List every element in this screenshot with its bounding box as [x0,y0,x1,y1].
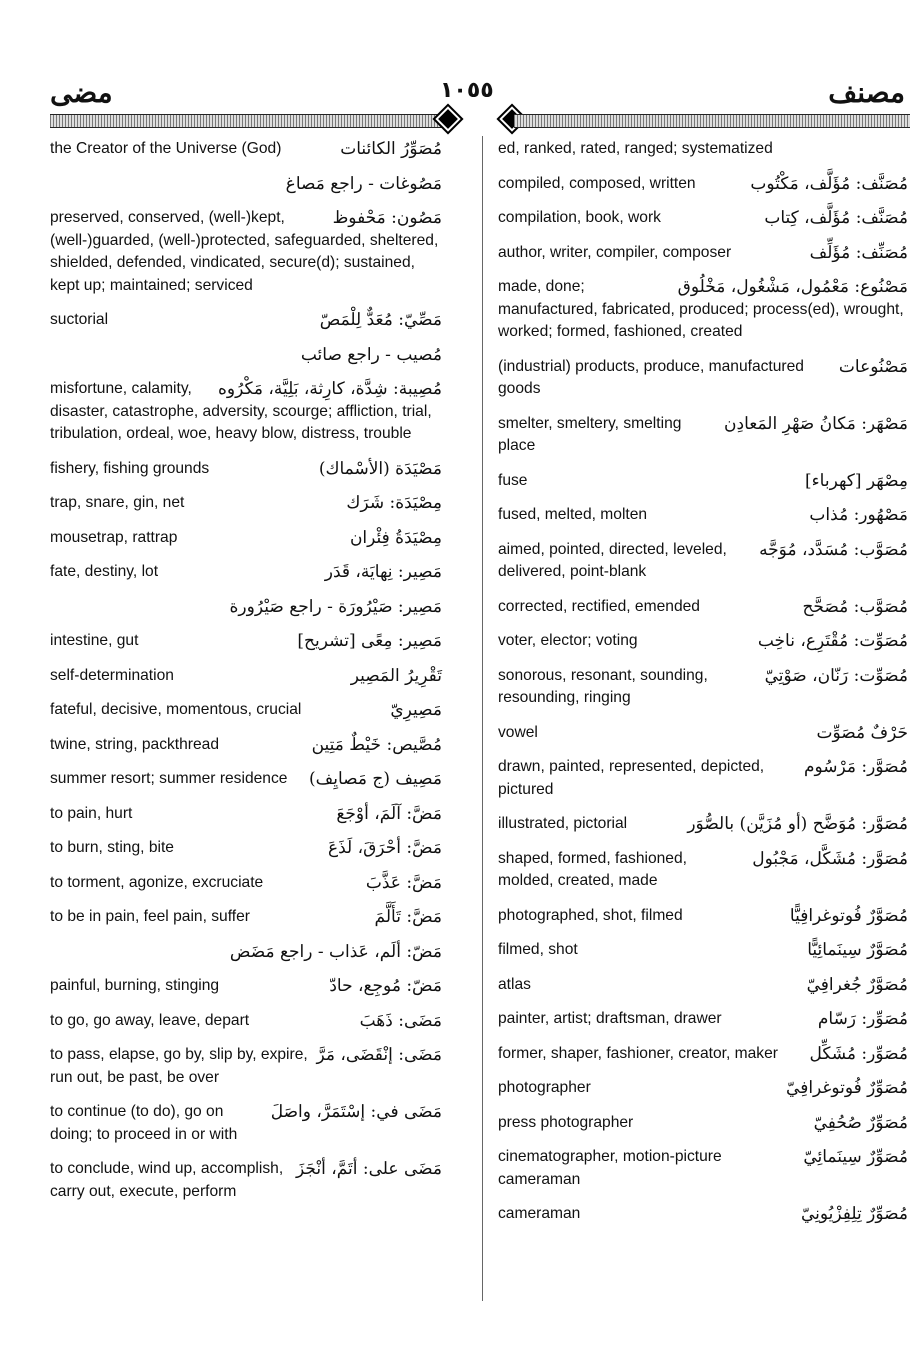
arabic-headword: مَضَى في: إسْتَمَرَّ، واصَلَ [270,1102,442,1122]
arabic-headword: مُصَّيص: خَيْطٌ مَتِين [311,734,442,755]
arabic-headword: مَصْنُوعات [838,356,908,377]
english-definition: vowel [498,723,538,741]
dictionary-entry [50,1158,442,1203]
english-definition: preserved, conserved, (well-)kept, (well-)guarded, (well-)protected, safeguarded, sheltered, shielded, defended, vindicated, secure(d); sustained, kept up; maintained; serviced [50,209,439,294]
arabic-headword: مَضَى على: أتَمَّ، أنْجَزَ [296,1159,442,1179]
dictionary-entry [498,413,908,458]
arabic-headword: حَرْفٌ مُصَوِّت [816,722,908,743]
arabic-headword: مُصَوَّب: مُصَحَّح [802,596,908,617]
dictionary-entry [50,527,442,550]
english-definition: cameraman [498,1205,581,1222]
english-definition: to pass, elapse, go by, slip by, expire, run out, be past, be over [50,1046,308,1086]
arabic-headword: مِصْيَدَة: شَرَك [346,493,442,513]
arabic-headword: مُصَوِّر: رَسّام [817,1009,908,1029]
english-definition: the Creator of the Universe (God) [50,140,282,157]
english-definition: to be in pain, feel pain, suffer [50,908,250,925]
arabic-headword: مَصْهَر: مَكانُ صَهْرِ المَعادِن [724,413,908,434]
arabic-headword: مَصِير: صَيْرُورَة - راجع صَيْرُورة [229,596,442,617]
dictionary-entry [498,630,908,653]
english-definition: misfortune, calamity, disaster, catastrophe, adversity, scourge; affliction, trial, tribulation, ordeal, woe, heavy blow, distress, trouble [50,380,432,442]
arabic-headword: مَصِيف (ج مَصايِف) [309,769,442,789]
arabic-headword: مَصْهُور: مُذاب [809,505,908,525]
dictionary-entry [50,1044,442,1089]
arabic-headword: مُصَوَّرٌ فُوتوغرافِيًّا [789,905,908,926]
english-definition: fateful, decisive, momentous, crucial [50,701,302,718]
english-definition: ed, ranked, rated, ranged; systematized [498,140,773,157]
right-column [498,138,908,1238]
arabic-headword: تَقْرِيرُ المَصِير [350,665,442,686]
dictionary-entry [498,722,908,745]
dictionary-entry [50,630,442,653]
dictionary-entry [498,1077,908,1100]
arabic-headword: مُصيب - راجع صائب [300,344,442,365]
dictionary-entry [50,837,442,860]
arabic-headword: مُصَنَّف: مُؤَلَّف، كِتاب [764,208,908,228]
dictionary-entry [50,906,442,929]
arabic-headword: مَصْنُوع: مَعْمُول، مَشْغُول، مَخْلُوق [677,277,908,297]
english-definition: mousetrap, rattrap [50,528,178,546]
arabic-headword: مُصَوِّرُ الكائنات [340,139,442,159]
arabic-headword: مُصَوَّرٌ سِينَمائِيًّا [807,940,908,960]
arabic-headword: مُصَنَّف: مُؤَلَّف، مَكْتُوب [750,173,908,194]
english-definition: atlas [498,975,531,993]
english-definition: made, done; manufactured, fabricated, produced; process(ed), wrought, worked; formed, fashioned, created [498,278,904,340]
page-number: ١٠٥٥ [440,78,494,103]
english-definition: trap, snare, gin, net [50,494,185,511]
arabic-headword: مُصَوِّرٌ صُحُفِيّ [813,1112,908,1133]
english-definition: illustrated, pictorial [498,815,628,832]
dictionary-entry [498,276,908,344]
arabic-headword: مَصِيرِيّ [390,700,442,720]
dictionary-entry [498,665,908,710]
arabic-headword: مُصَوِّر: مُشَكِّل [809,1043,908,1064]
arabic-headword: مَصِّيّ: مُعَدٌّ لِلْمَصّ [319,310,442,330]
english-definition: shaped, formed, fashioned, molded, created, made [498,849,687,889]
english-definition: intestine, gut [50,632,139,649]
english-definition: to continue (to do), go on doing; to proceed in or with [50,1103,238,1143]
english-definition: drawn, painted, represented, depicted, pictured [498,758,765,798]
dictionary-entry [50,699,442,722]
page-header [0,72,923,112]
dictionary-entry [498,756,908,801]
arabic-headword: مَضّ: ألَم، عَذاب - راجع مَضَض [229,941,442,962]
arabic-headword: مُصِيبة: شِدَّة، كارِثة، بَلِيَّة، مَكْرُوه [217,379,442,399]
arabic-headword: مَصْيَدَة (الأسْماك) [318,458,442,479]
arabic-headword: مُصَوِّرٌ سِينَمائِيّ [803,1147,908,1167]
arabic-headword: مَضَى: ذَهَبَ [359,1010,442,1031]
dictionary-entry [498,1112,908,1135]
english-definition: aimed, pointed, directed, leveled, delivered, point-blank [498,540,727,580]
dictionary-entry [498,356,908,401]
english-definition: author, writer, compiler, composer [498,243,732,261]
english-definition: suctorial [50,311,109,328]
english-definition: summer resort; summer residence [50,770,288,787]
arabic-headword: مَضَّ: أحْرَقَ، لَذَعَ [327,838,442,858]
arabic-headword: مُصَوَّرٌ جُغرافِيّ [806,974,908,995]
english-definition: to pain, hurt [50,804,133,822]
english-definition: compiled, composed, written [498,174,696,192]
dictionary-entry [50,665,442,688]
dictionary-entry [498,1146,908,1191]
arabic-headword: مُصَنِّف: مُؤَلِّف [809,242,908,263]
dictionary-entry [498,173,908,196]
arabic-headword: مُصَوِّرٌ تِلِفِزْيُونِيّ [801,1204,908,1224]
left-column [50,138,442,1215]
dictionary-entry [50,309,442,332]
arabic-headword: مُصَوَّب: مُسَدَّد، مُوَجَّه [759,539,908,560]
english-definition: corrected, rectified, emended [498,597,700,615]
arabic-headword: مُصَوِّت: مُقْتَرِع، ناخِب [757,631,908,651]
arabic-headword: مَضّ: مُوجِع، حادّ [329,976,442,996]
english-definition: to burn, sting, bite [50,839,174,856]
dictionary-entry [50,596,442,619]
arabic-headword: مُصَوِّت: رَنّان، صَوْتِيّ [764,665,908,686]
dictionary-entry [498,207,908,230]
english-definition: fused, melted, molten [498,506,648,523]
header-rule-right [514,114,910,128]
english-definition: sonorous, resonant, sounding, resounding, ringing [498,666,708,706]
english-definition: (industrial) products, produce, manufactured goods [498,357,804,397]
english-definition: cinematographer, motion-picture cameraman [498,1148,722,1188]
dictionary-entry [50,803,442,826]
dictionary-entry [498,504,908,527]
arabic-headword: مَصِير: مِعًى [تشريح] [297,631,442,651]
header-rule-left [50,114,444,128]
english-definition: photographed, shot, filmed [498,906,683,924]
dictionary-entry [50,458,442,481]
arabic-headword: مَصِير: نِهايَة، قَدَر [324,562,442,582]
dictionary-entry [498,242,908,265]
dictionary-entry [498,848,908,893]
arabic-headword: مَصُون: مَحْفوظ [332,208,442,228]
dictionary-entry [50,1101,442,1146]
dictionary-entry [498,905,908,928]
dictionary-entry [50,734,442,757]
dictionary-entry [498,974,908,997]
dictionary-entry [50,173,442,196]
dictionary-entry [498,813,908,836]
dictionary-entry [50,941,442,964]
dictionary-entry [50,561,442,584]
english-definition: filmed, shot [498,941,578,958]
english-definition: painter, artist; draftsman, drawer [498,1010,722,1027]
arabic-headword: مُصَوَّر: مَرْسُوم [803,757,908,777]
english-definition: to go, go away, leave, depart [50,1011,250,1029]
right-running-headword: مصنف [828,76,905,109]
left-running-headword: مضى [50,76,113,109]
english-definition: self-determination [50,666,174,684]
dictionary-entry [498,596,908,619]
english-definition: smelter, smeltery, smelting place [498,414,682,454]
english-definition: painful, burning, stinging [50,977,220,994]
english-definition: fuse [498,471,528,489]
english-definition: to conclude, wind up, accomplish, carry out, execute, perform [50,1160,284,1200]
english-definition: former, shaper, fashioner, creator, maker [498,1044,778,1062]
english-definition: to torment, agonize, excruciate [50,873,264,891]
arabic-headword: مِصْيَدَةُ فِئْران [349,527,442,548]
english-definition: compilation, book, work [498,209,661,226]
arabic-headword: مُصَوِّرٌ فُوتوغرافِيّ [786,1078,908,1098]
dictionary-entry [498,470,908,493]
dictionary-entry [498,1008,908,1031]
dictionary-entry [50,975,442,998]
arabic-headword: مُصَوَّر: مُشَكَّل، مَجْبُول [752,848,908,869]
arabic-headword: مِصْهَر [كهرباء] [805,470,908,491]
dictionary-entry [498,138,908,161]
english-definition: photographer [498,1079,591,1096]
dictionary-entry [50,378,442,446]
english-definition: twine, string, packthread [50,735,220,753]
arabic-headword: مَضَّ: آلَمَ، أوْجَعَ [336,803,442,824]
dictionary-entry [50,138,442,161]
column-divider [482,136,483,1301]
dictionary-entry [498,539,908,584]
english-definition: press photographer [498,1113,634,1131]
arabic-headword: مَصُوغات - راجع مَصاغ [285,173,442,194]
dictionary-entry [498,1043,908,1066]
english-definition: fate, destiny, lot [50,563,159,580]
dictionary-entry [50,1010,442,1033]
dictionary-entry [498,939,908,962]
dictionary-entry [50,768,442,791]
dictionary-entry [50,207,442,297]
english-definition: fishery, fishing grounds [50,459,210,477]
dictionary-entry [50,492,442,515]
arabic-headword: مَضَّ: عَذَّبَ [365,872,442,893]
dictionary-entry [498,1203,908,1226]
arabic-headword: مَضَّ: تَأَلَّمَ [374,907,442,927]
dictionary-entry [50,872,442,895]
arabic-headword: مُصَوَّر: مُوَضَّح (أو مُزَيَّن) بالصُّوَر [687,814,908,834]
english-definition: voter, elector; voting [498,632,638,649]
arabic-headword: مَضَى: إنْقَضَى، مَرَّ [316,1045,442,1065]
dictionary-entry [50,344,442,367]
